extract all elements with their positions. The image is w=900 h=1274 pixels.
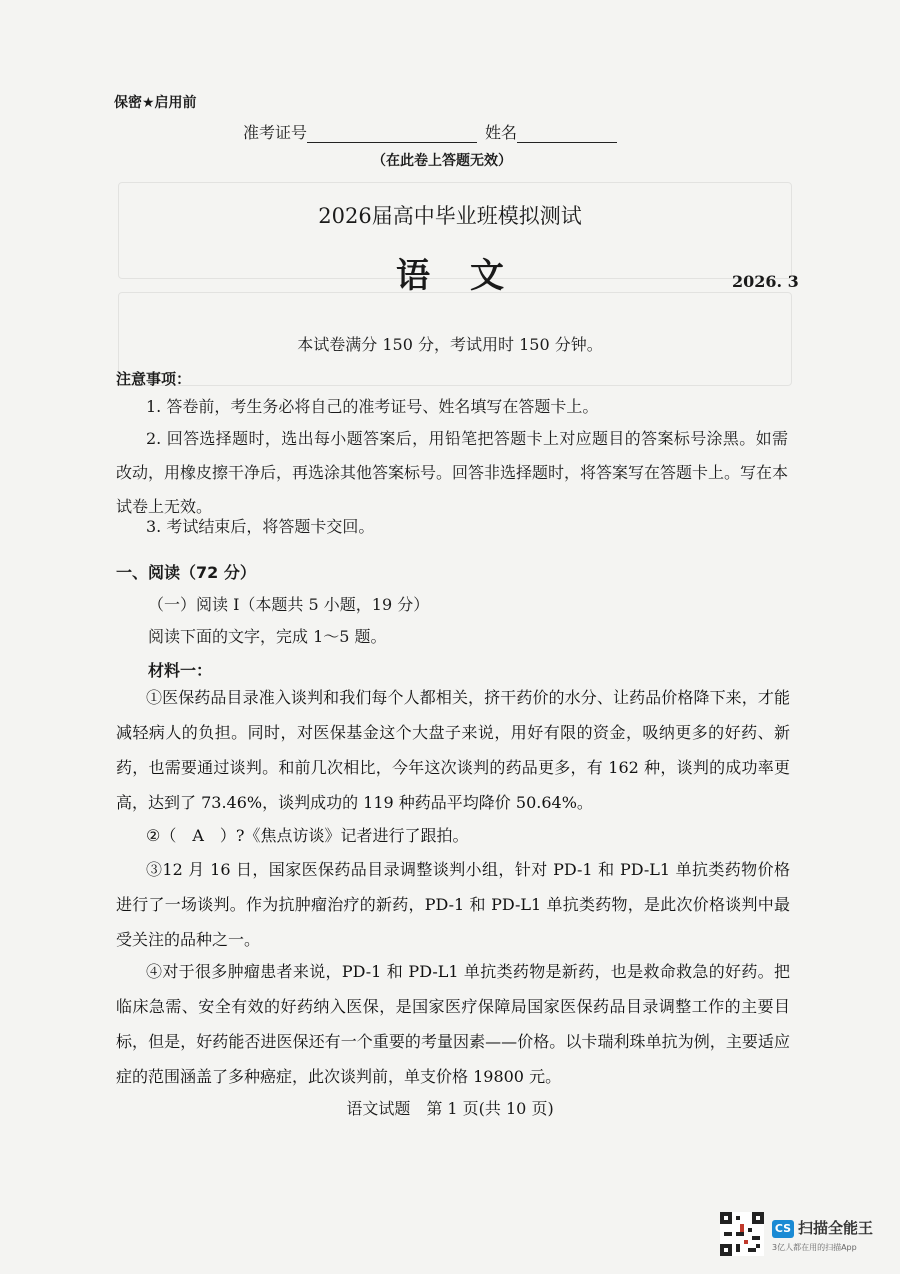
name-label: 姓名 xyxy=(485,123,518,142)
page-footer: 语文试题 第 1 页(共 10 页) xyxy=(346,1099,554,1118)
watermark-app-name: 扫描全能王 xyxy=(798,1219,874,1237)
full-score-note: 本试卷满分 150 分，考试用时 150 分钟。 xyxy=(297,335,603,354)
name-blank[interactable] xyxy=(517,124,617,143)
material-paragraph: ④对于很多肿瘤患者来说，PD-1 和 PD-L1 单抗类药物是新药，也是救命救急的好药。把临床急需、安全有效的好药纳入医保，是国家医疗保障局国家医保药品目录调整工作的主要目标，但是，好药能否进医保还有一个重要的考量因素——价格。以卡瑞利珠单抗为例，主要适应症的范围涵盖了多种癌症，此次谈判前，单支价格 19800 元。 xyxy=(116,962,790,1086)
note-item: 3. 考试结束后，将答题卡交回。 xyxy=(146,517,375,536)
scanner-watermark xyxy=(720,1212,880,1262)
confidential-label: 保密★启用前 xyxy=(114,95,197,111)
note-item: 1. 答卷前，考生务必将自己的准考证号、姓名填写在答题卡上。 xyxy=(146,397,599,416)
exam-id-blank[interactable] xyxy=(307,124,477,143)
material-paragraph: ①医保药品目录准入谈判和我们每个人都相关，挤干药价的水分、让药品价格降下来，才能减轻病人的负担。同时，对医保基金这个大盘子来说，用好有限的资金，吸纳更多的好药、新药，也需要通过谈判。和前几次相比，今年这次谈判的药品更多，有 162 种，谈判的成功率更高，达到了 73.46%，谈判成功的 119 种药品平均降价 50.64%。 xyxy=(116,688,790,812)
camscanner-logo-icon: CS xyxy=(772,1220,794,1238)
exam-title: 2026届高中毕业班模拟测试 xyxy=(318,204,582,228)
notes-heading: 注意事项： xyxy=(116,370,192,388)
watermark-tagline: 3亿人都在用的扫描App xyxy=(772,1243,857,1252)
note-item: 2. 回答选择题时，选出每小题答案后，用铅笔把答题卡上对应题目的答案标号涂黑。如需改动，用橡皮擦干净后，再选涂其他答案标号。回答非选择题时，将答案写在答题卡上。写在本试卷上无效。 xyxy=(116,429,789,516)
exam-id-label: 准考证号 xyxy=(243,123,308,142)
reading-instruction: 阅读下面的文字，完成 1～5 题。 xyxy=(148,627,387,646)
material-paragraph: ③12 月 16 日，国家医保药品目录调整谈判小组，针对 PD-1 和 PD-L1 单抗类药物价格进行了一场谈判。作为抗肿瘤治疗的新药，PD-1 和 PD-L1 单抗类药物，是此次价格谈判中最受关注的品种之一。 xyxy=(116,860,790,949)
candidate-info-row xyxy=(243,120,617,143)
subject-title: 语文 xyxy=(396,256,544,296)
subsection-heading: （一）阅读 Ⅰ（本题共 5 小题，19 分） xyxy=(148,595,430,614)
section-heading: 一、阅读（72 分） xyxy=(116,563,256,582)
exam-date: 2026. 3 xyxy=(732,272,799,291)
material-label: 材料一： xyxy=(148,661,213,680)
material-paragraph: ②（ A ）?《焦点访谈》记者进行了跟拍。 xyxy=(146,826,469,845)
qr-code-icon xyxy=(720,1212,764,1256)
invalid-note: （在此卷上答题无效） xyxy=(372,153,512,169)
